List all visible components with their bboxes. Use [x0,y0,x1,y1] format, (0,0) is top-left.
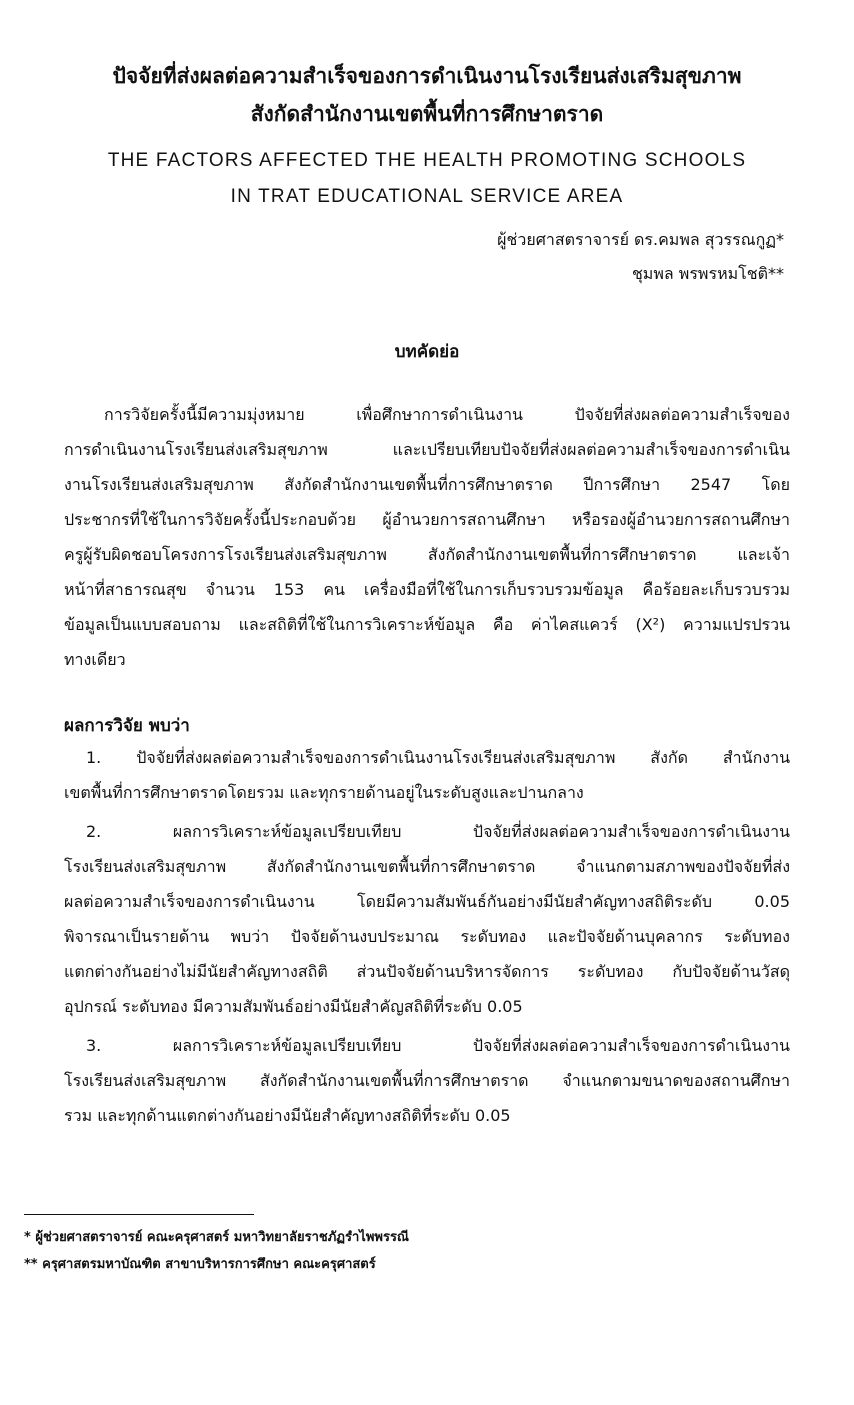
abstract-line: ครูผู้รับผิดชอบโครงการโรงเรียนส่งเสริมสุขภาพ สังกัดสำนักงานเขตพื้นที่การศึกษาตราด และเจ้า [64,545,790,564]
result-item-1-line: เขตพื้นที่การศึกษาตราดโดยรวม และทุกรายด้านอยู่ในระดับสูงและปานกลาง [64,783,584,802]
author-2: ชุมพล พรพรหมโชติ** [631,264,784,283]
results-heading: ผลการวิจัย พบว่า [64,716,190,736]
footnote-1: * ผู้ช่วยศาสตราจารย์ คณะครุศาสตร์ มหาวิทยาลัยราชภัฏรำไพพรรณี [24,1230,409,1245]
result-item-2-line: ผลต่อความสำเร็จของการดำเนินงาน โดยมีความสัมพันธ์กันอย่างมีนัยสำคัญทางสถิติระดับ 0.05 [64,892,790,911]
result-item-2-line: โรงเรียนส่งเสริมสุขภาพ สังกัดสำนักงานเขตพื้นที่การศึกษาตราด จำแนกตามสภาพของปัจจัยที่ส่ง [64,857,790,876]
abstract-line: ประชากรที่ใช้ในการวิจัยครั้งนี้ประกอบด้วย ผู้อำนวยการสถานศึกษา หรือรองผู้อำนวยการสถานศึกษา [64,510,790,529]
result-item-3-line: รวม และทุกด้านแตกต่างกันอย่างมีนัยสำคัญทางสถิติที่ระดับ 0.05 [64,1106,511,1125]
abstract-line: งานโรงเรียนส่งเสริมสุขภาพ สังกัดสำนักงานเขตพื้นที่การศึกษาตราด ปีการศึกษา 2547 โดย [64,475,790,494]
title-thai-line-1: ปัจจัยที่ส่งผลต่อความสำเร็จของการดำเนินงานโรงเรียนส่งเสริมสุขภาพ [112,64,742,88]
abstract-line: การวิจัยครั้งนี้มีความมุ่งหมาย เพื่อศึกษาการดำเนินงาน ปัจจัยที่ส่งผลต่อความสำเร็จของ [104,405,790,424]
footnote-divider [24,1214,254,1215]
title-english-line-2: IN TRAT EDUCATIONAL SERVICE AREA [230,186,624,207]
footnote-2: ** ครุศาสตรมหาบัณฑิต สาขาบริหารการศึกษา คณะครุศาสตร์ [24,1257,376,1272]
abstract-line: การดำเนินงานโรงเรียนส่งเสริมสุขภาพ และเปรียบเทียบปัจจัยที่ส่งผลต่อความสำเร็จของการดำเนิน [64,440,790,459]
result-item-2-line: อุปกรณ์ ระดับทอง มีความสัมพันธ์อย่างมีนัยสำคัญสถิติที่ระดับ 0.05 [64,997,523,1016]
abstract-line: หน้าที่สาธารณสุข จำนวน 153 คน เครื่องมือที่ใช้ในการเก็บรวบรวมข้อมูล คือร้อยละเก็บรวบรวม [64,580,790,599]
result-item-2-line: พิจารณาเป็นรายด้าน พบว่า ปัจจัยด้านงบประมาณ ระดับทอง และปัจจัยด้านบุคลากร ระดับทอง [64,927,790,946]
result-item-2-line: แตกต่างกันอย่างไม่มีนัยสำคัญทางสถิติ ส่วนปัจจัยด้านบริหารจัดการ ระดับทอง กับปัจจัยด้านวัสดุ [64,962,790,981]
title-english-line-1: THE FACTORS AFFECTED THE HEALTH PROMOTING SCHOOLS [107,150,747,171]
result-item-1-line: 1. ปัจจัยที่ส่งผลต่อความสำเร็จของการดำเนินงานโรงเรียนส่งเสริมสุขภาพ สังกัด สำนักงาน [86,748,790,767]
result-item-3-line: โรงเรียนส่งเสริมสุขภาพ สังกัดสำนักงานเขตพื้นที่การศึกษาตราด จำแนกตามขนาดของสถานศึกษา [64,1071,790,1090]
title-thai-line-2: สังกัดสำนักงานเขตพื้นที่การศึกษาตราด [250,102,604,126]
author-1: ผู้ช่วยศาสตราจารย์ ดร.คมพล สุวรรณกูฏ* [497,230,784,249]
result-item-3-line: 3. ผลการวิเคราะห์ข้อมูลเปรียบเทียบ ปัจจัยที่ส่งผลต่อความสำเร็จของการดำเนินงาน [86,1036,790,1055]
abstract-heading: บทคัดย่อ [394,342,460,362]
abstract-line: ข้อมูลเป็นแบบสอบถาม และสถิติที่ใช้ในการวิเคราะห์ข้อมูล คือ ค่าไคสแควร์ (X²) ความแปรปรวน [64,615,790,634]
result-item-2-line: 2. ผลการวิเคราะห์ข้อมูลเปรียบเทียบ ปัจจัยที่ส่งผลต่อความสำเร็จของการดำเนินงาน [86,822,790,841]
abstract-line: ทางเดียว [64,650,126,669]
